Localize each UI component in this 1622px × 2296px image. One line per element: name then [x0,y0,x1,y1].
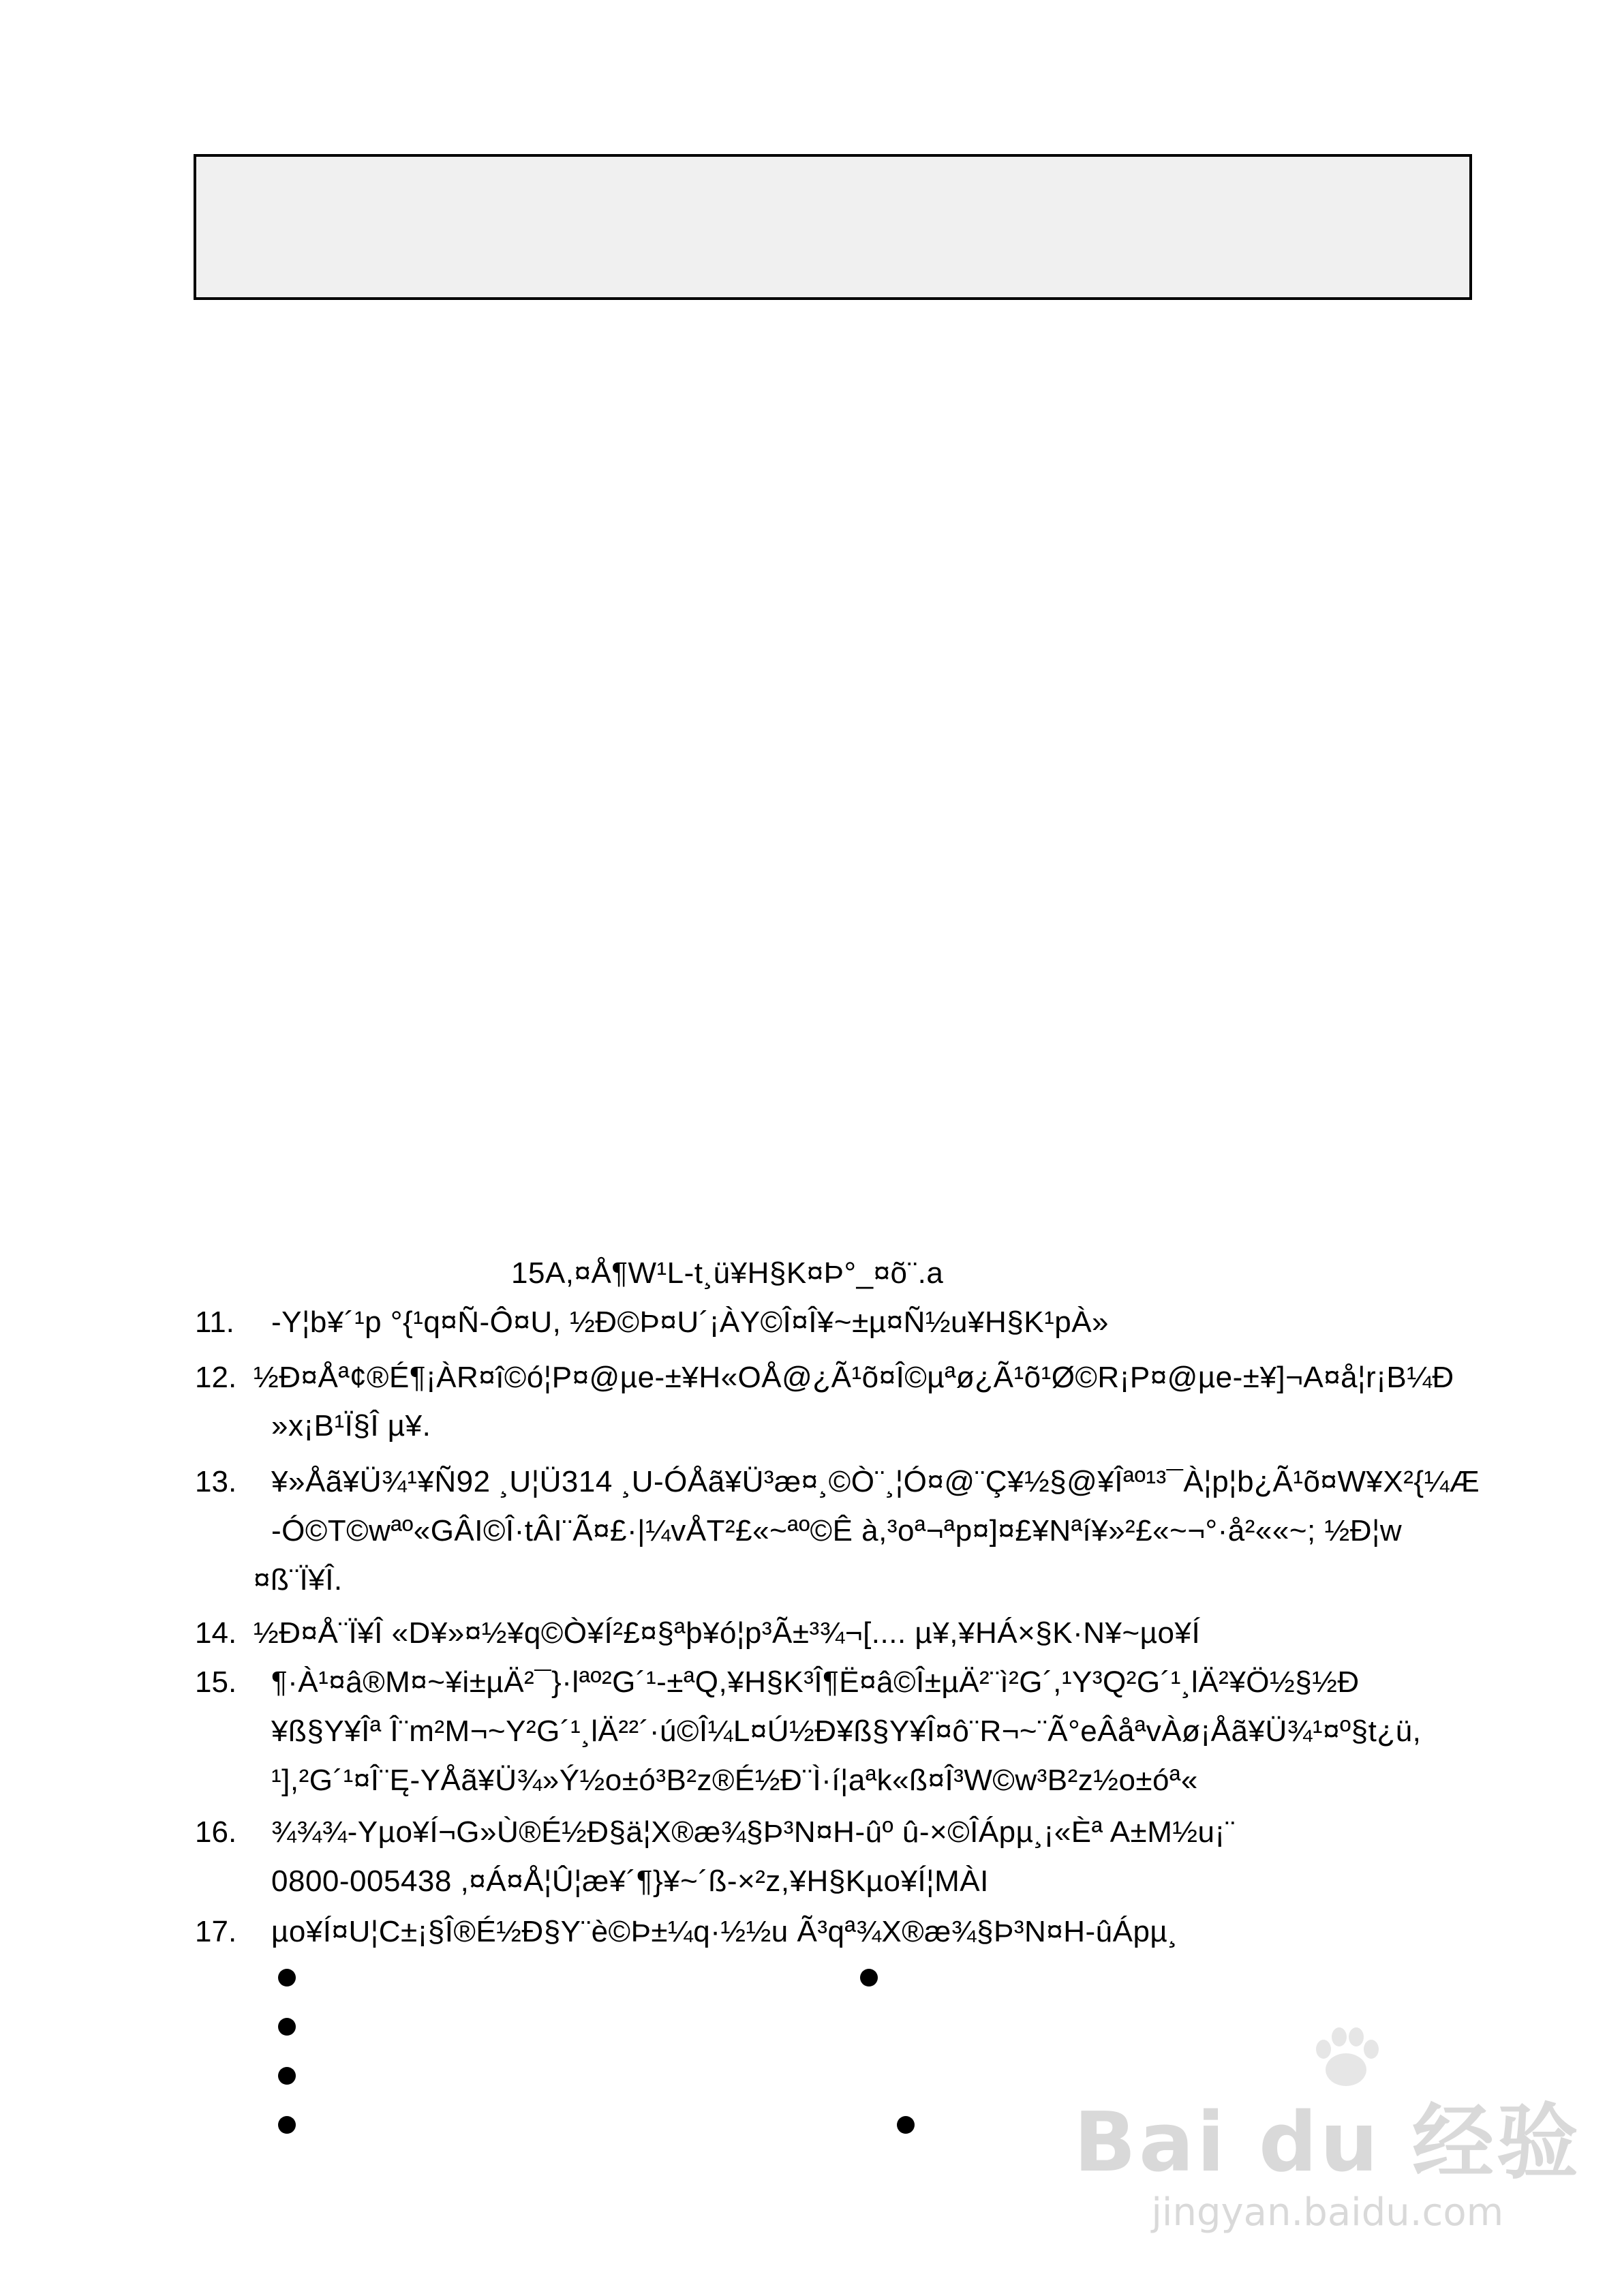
watermark-url: jingyan.baidu.com [1151,2190,1504,2235]
item-number: 12. [195,1361,237,1394]
item-number: 13. [195,1465,237,1498]
item-number: 17. [195,1915,237,1948]
item-number: 15. [195,1665,237,1699]
section-subtitle: 15A,¤Å¶W¹L-t¸ü¥H§K¤Þ°_¤õ¨.a [511,1256,944,1290]
item-text: ¥ß§Y¥Îª Î¨m²M¬~Y²G´¹¸lÄ²²´·ú©Î¼L¤Ú½Ð¥ß§Y¥Î¤ô¨R¬~¨Ã°eÂåªvÀø¡Åã¥Ü¾¹¤º§t¿ü, [271,1715,1422,1748]
item-number: 14. [195,1616,237,1650]
item-text: ¾¾¾-Yµo¥Í¬G»Ù®É½Ð§ä¦X®æ¾§Þ³N¤H-ûº û-×©ÎÁpµ¸¡«Èª A±M½u¡¨ [271,1815,1236,1849]
item-text: ¤ß¨Ï¥Î. [254,1563,343,1597]
item-text: 0800-005438 ,¤Á¤Å¦Û¦æ¥´¶}¥~´ß-×²z,¥H§Kµo¥Í¦MÀI [271,1864,989,1898]
item-number: 11. [195,1305,234,1339]
item-text: µo¥Í¤U¦C±¡§Î®É½Ð§Y¨è©Þ±¼q·½½u Ã³qª¾X®æ¾§Þ³N¤H-ûÁpµ¸ [271,1915,1178,1948]
item-text: ½Ð¤Å¨Ï¥Î «D¥»¤½¥q©Ò¥Í²£¤§ªþ¥ó¦p³Ã±³¾¬[.... µ¥,¥HÁ×§K·N¥~µo¥Í [254,1616,1201,1650]
item-number: 16. [195,1815,237,1849]
bullet-dot [278,1969,296,1987]
watermark-brand: Bai du 经验 [1073,2096,1581,2190]
bullet-dot [897,2116,915,2134]
bullet-dot [278,2018,296,2036]
item-text: »x¡B¹Ï§Î µ¥. [271,1409,431,1442]
item-text: ¥»Åã¥Ü¾¹¥Ñ92 ¸U¦Ü314 ¸U-ÓÅã¥Ü³æ¤¸©Ò¨¸¦Ó¤@¨Ç¥½§@¥Îªº¹³¯À¦p¦b¿Ã¹õ¤W¥X²{¼Æ [271,1465,1480,1498]
bullet-dot [278,2067,296,2085]
item-text: -Ó©T©wªº«GÂI©Î·tÂI¨Ã¤£·|¼vÅT²£«~ªº©Ê à,³oª¬ªp¤]¤£¥Nªí¥»²£«~¬°·å²««~; ½Ð¦w [271,1514,1403,1547]
item-text: -Y¦b¥´¹p °{¹q¤Ñ-Ô¤U, ½Ð©Þ¤U´¡ÀY©Î¤Î¥~±µ¤Ñ½u¥H§K¹pÀ» [271,1305,1110,1339]
bullet-dot [278,2116,296,2134]
item-text: ¹],²G´¹¤Î¨Ę-YÅã¥Ü¾»Ý½o±ó³B²z®É½Ð¨Ì·í¦aªk«ß¤Î³W©w³B²z½o±óª« [271,1764,1198,1797]
watermark [1074,2077,1581,2235]
item-text: ½Ð¤Åª¢®É¶¡ÀR¤î©ó¦P¤@µe-±¥H«OÅ@¿Ã¹õ¤Î©µªø¿Ã¹õ¹Ø©R¡P¤@µe-±¥]¬A¤å¦r¡B¼Ð [254,1361,1454,1394]
item-text: ¶·À¹¤â®M¤~¥i±µÄ²¯}·lªº²G´¹-±ªQ,¥H§K³Î¶Ë¤â©Î±µÄ²¨ì²G´,¹Y³Q²G´¹¸lÄ²¥Ö½§½Ð [271,1665,1360,1699]
header-box [194,154,1472,300]
bullet-dot [860,1969,878,1987]
